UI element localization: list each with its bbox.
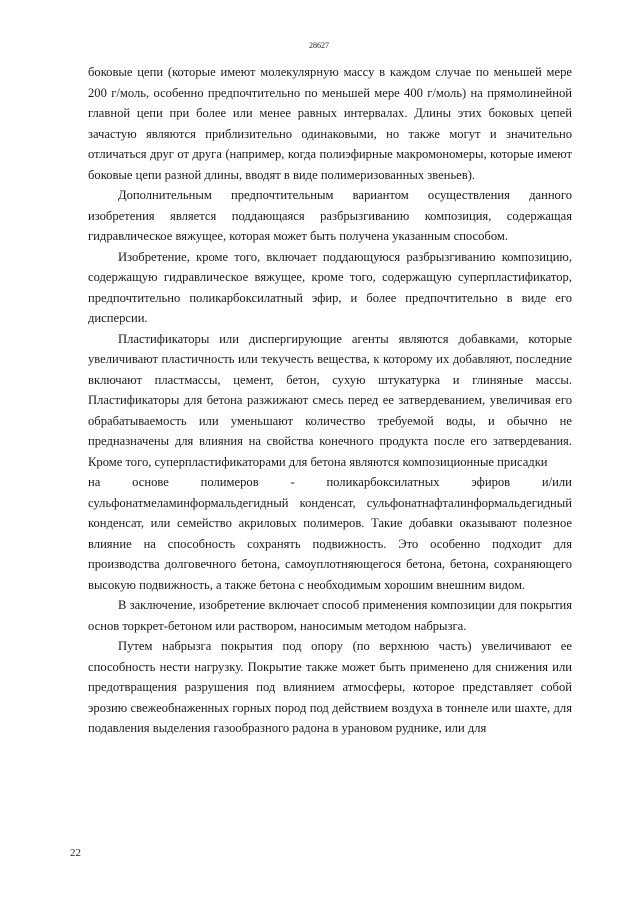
- paragraph-side-chains: боковые цепи (которые имеют молекулярную массу в каждом случае по меньшей мере 200 г/моль, особенно предпочтительно по меньшей мере 400 г/моль) на прямолинейной главной цепи при более или менее равных интервалах. Длины этих боковых цепей зачастую являются приблизительно одинаковыми, но также могут и значительно отличаться друг от друга (например, когда полиэфирные макромономеры, которые имеют боковые цепи разной длины, вводят в виде полимеризованных звеньев).: [88, 65, 572, 182]
- page-number: 22: [70, 847, 81, 859]
- spread-line: [88, 472, 572, 493]
- spread-word: эфиров: [471, 475, 511, 489]
- spread-word: полимеров: [200, 475, 259, 489]
- document-number: 28627: [309, 41, 329, 50]
- spread-word: поликарбоксилатных: [326, 475, 440, 489]
- spread-word: на: [88, 475, 101, 489]
- paragraph-conclusion: В заключение, изобретение включает способ применения композиции для покрытия основ торкрет-бетоном или раствором, наносимым методом набрызга.: [88, 598, 572, 633]
- spread-word: -: [290, 475, 295, 489]
- paragraph-spraying: Путем набрызга покрытия под опору (по верхнюю часть) увеличивают ее способность нести нагрузку. Покрытие также может быть применено для снижения или предотвращения разрушения под влиянием атмосферы, которое представляет собой эрозию свежеобнаженных горных пород под действием воздуха в тоннеле или шахте, для подавления выделения газообразного радона в урановом руднике, или для: [88, 639, 572, 735]
- paragraph-superplasticizer: Изобретение, кроме того, включает поддающуюся разбрызгиванию композицию, содержащую гидравлическое вяжущее, кроме того, содержащую суперпластификатор, предпочтительно поликарбоксилатный эфир, и более предпочтительно в виде его дисперсии.: [88, 249, 572, 325]
- spread-word: основе: [132, 475, 169, 489]
- body-text: [88, 62, 572, 739]
- spread-word: и/или: [541, 475, 572, 489]
- paragraph-embodiment: Дополнительным предпочтительным вариантом осуществления данного изобретения является поддающаяся разбрызгиванию композиция, содержащая гидравлическое вяжущее, которая может быть получена указанным способом.: [88, 188, 572, 243]
- paragraph-plasticizers-part-a: Пластификаторы или диспергирующие агенты являются добавками, которые увеличивают пластичность или текучесть вещества, к которому их добавляют, последние включают пластмассы, цемент, бетон, сухую штукатурка и глиняные массы. Пластификаторы для бетона разжижают смесь перед ее затвердеванием, увеличивая его обрабатываемость или уменьшают количество требуемой воды, и обычно не предназначены для влияния на свойства конечного продукта после его затвердевания. Кроме того, суперпластификаторами для бетона являются композиционные присадки: [88, 331, 572, 469]
- paragraph-plasticizers-part-b: сульфонатмеламинформальдегидный конденсат, сульфонатнафталинформальдегидный конденсат, или семейство акриловых полимеров. Такие добавки оказывают полезное влияние на способность сохранять подвижность. Это особенно подходит для производства долговечного бетона, самоуплотняющегося бетона, бетона, сохраняющего высокую подвижность, а также бетона с необходимым хорошим внешним видом.: [88, 495, 572, 592]
- paragraph-plasticizers: [88, 329, 572, 596]
